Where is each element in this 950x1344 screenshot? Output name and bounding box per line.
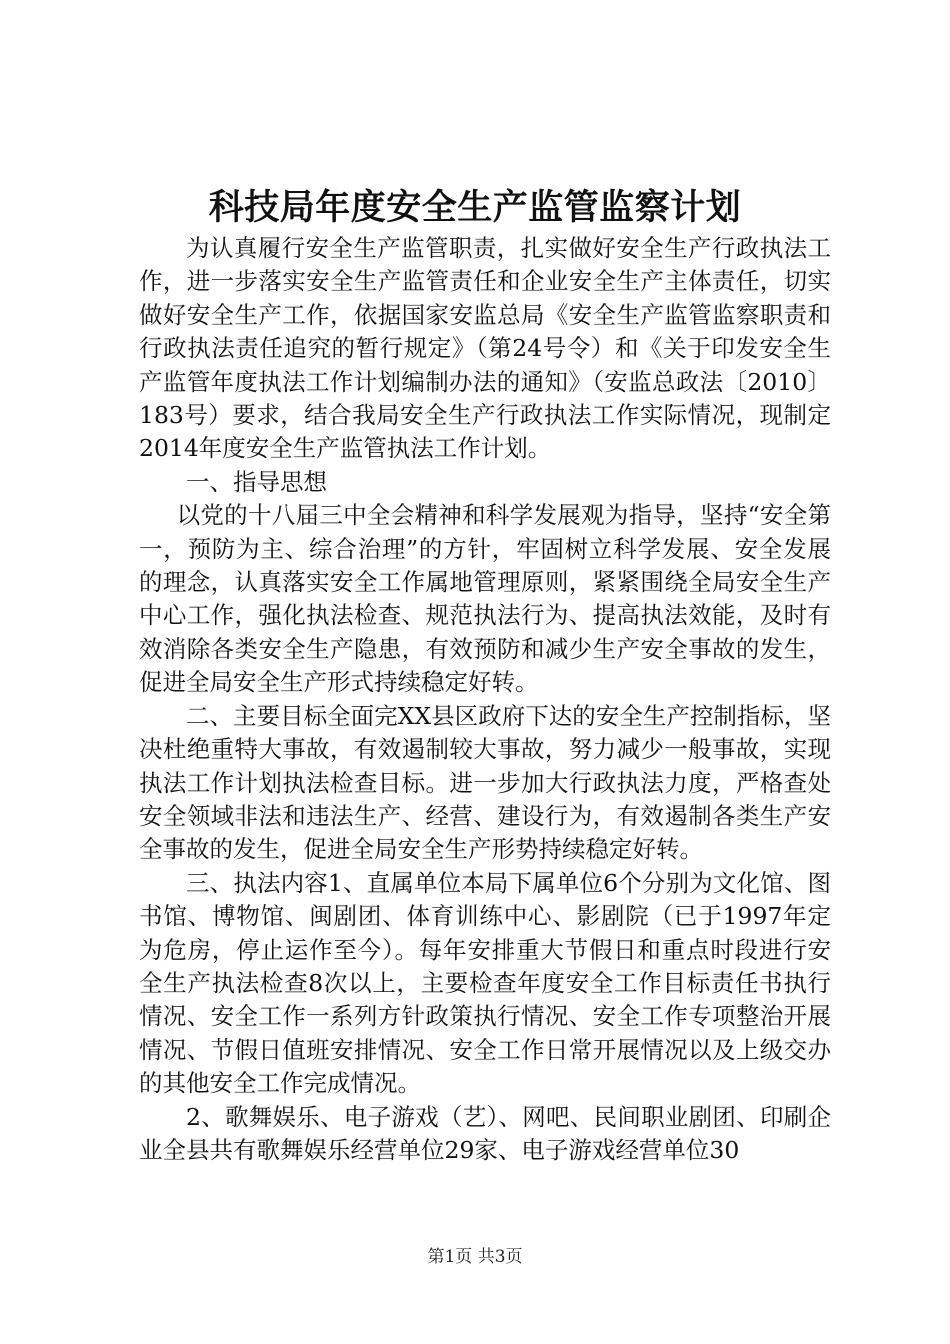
document-title: 科技局年度安全生产监管监察计划 [208,187,742,228]
main-goals-paragraph: 二、主要目标全面完XX县区政府下达的安全生产控制指标，坚决杜绝重特大事故，有效遏制较大事故，努力减少一般事故，实现执法工作计划执法检查目标。进一步加大行政执法力度，严格查处安全领域非法和违法生产、经营、建设行为，有效遏制各类生产安全事故的发生，促进全局安全生产形势持续稳定好转。 [139,701,831,864]
guiding-ideology-paragraph: 以党的十八届三中全会精神和科学发展观为指导，坚持“安全第一，预防为主、综合治理”的方针，牢固树立科学发展、安全发展的理念，认真落实安全工作属地管理原则，紧紧围绕全局安全生产中心工作，强化执法检查、规范执法行为、提高执法效能，及时有效消除各类安全生产隐患，有效预防和减少生产安全事故的发生，促进全局安全生产形式持续稳定好转。 [139,501,831,697]
page-number-footer: 第1页 共3页 [427,1247,523,1267]
intro-paragraph: 为认真履行安全生产监管职责，扎实做好安全生产行政执法工作，进一步落实安全生产监管责任和企业安全生产主体责任，切实做好安全生产工作，依据国家安监总局《安全生产监管监察职责和行政执法责任追究的暂行规定》（第24号令）和《关于印发安全生产监管年度执法工作计划编制办法的通知》（安监总政法〔2010〕183号）要求，结合我局安全生产行政执法工作实际情况，现制定2014年度安全生产监管执法工作计划。 [139,234,831,463]
document-body [139,232,831,1167]
section-heading-guiding-ideology: 一、指导思想 [186,467,327,496]
enforcement-content-paragraph: 三、执法内容1、直属单位本局下属单位6个分别为文化馆、图书馆、博物馆、闽剧团、体育训练中心、影剧院（已于1997年定为危房，停止运作至今）。每年安排重大节假日和重点时段进行安全生产执法检查8次以上，主要检查年度安全工作目标责任书执行情况、安全工作一系列方针政策执行情况、安全工作专项整治开展情况、节假日值班安排情况、安全工作日常开展情况以及上级交办的其他安全工作完成情况。 [139,868,831,1098]
entertainment-venues-paragraph: 2、歌舞娱乐、电子游戏（艺）、网吧、民间职业剧团、印刷企业全县共有歌舞娱乐经营单位29家、电子游戏经营单位30 [139,1102,831,1164]
